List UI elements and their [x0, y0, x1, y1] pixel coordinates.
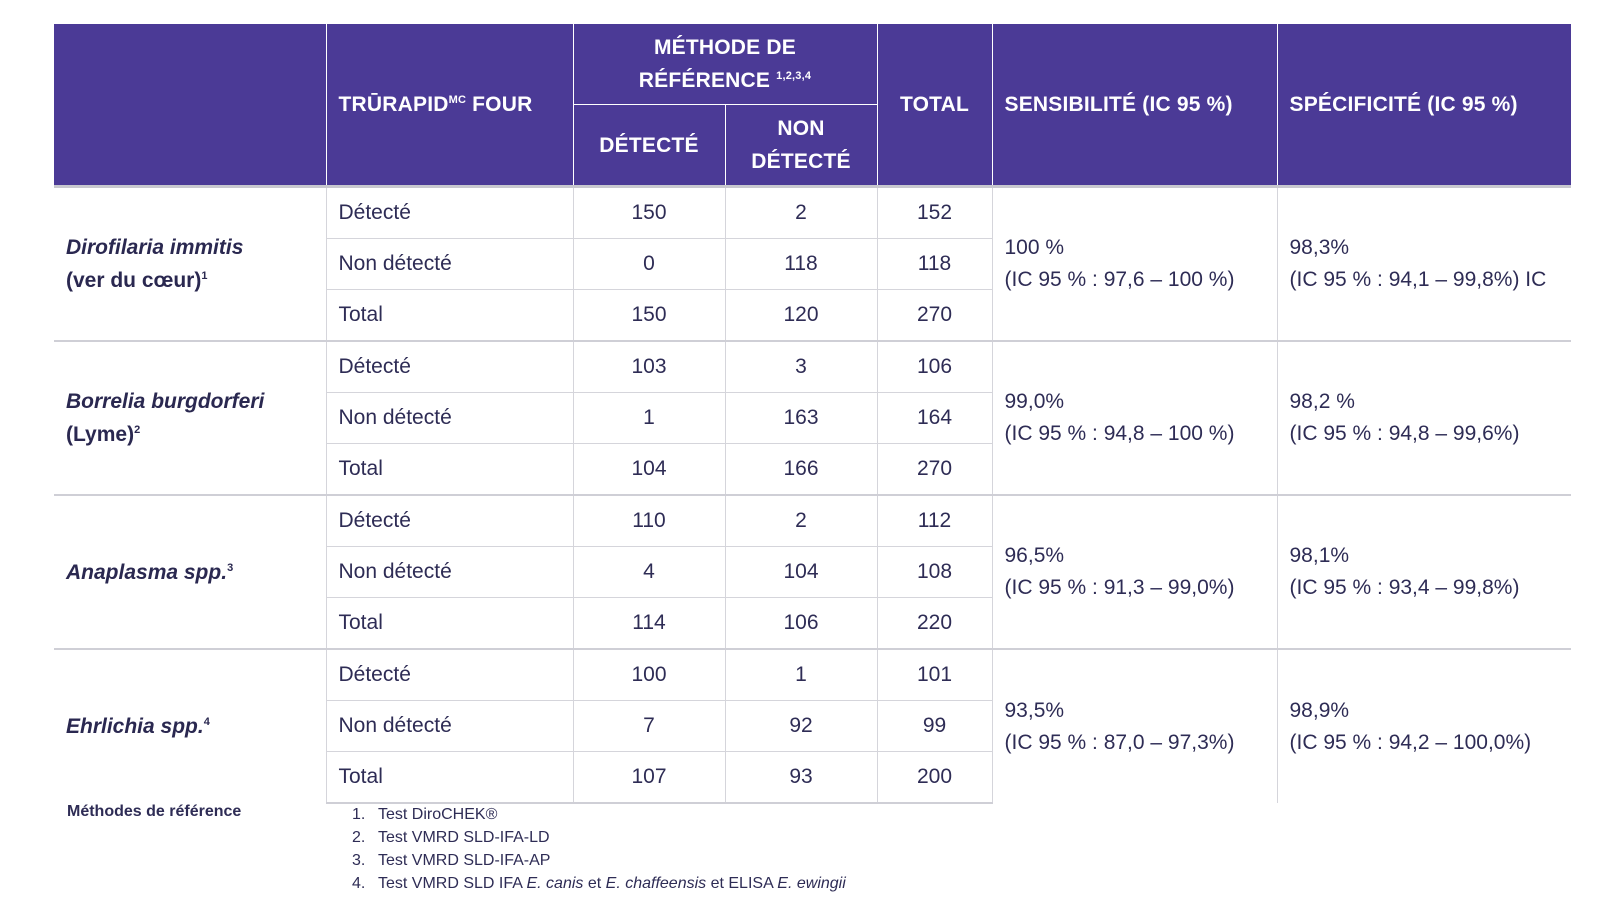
specificity-cell	[1277, 649, 1571, 803]
footnotes-title: Méthodes de référence	[67, 803, 242, 820]
sensitivity-cell	[992, 341, 1277, 495]
organism-name: Ehrlichia spp.	[66, 715, 204, 738]
table-row	[54, 341, 1571, 393]
not-detected-value: 120	[725, 290, 877, 342]
footnote-number: 2.	[352, 829, 366, 846]
footnote-species: E. chaffeensis	[605, 875, 707, 892]
sensitivity-value: 100 %	[1004, 236, 1065, 259]
footnote-text: Test VMRD SLD-IFA-AP	[378, 852, 551, 869]
footnote-text: et ELISA	[706, 875, 778, 892]
footnote-number: 4.	[352, 875, 366, 892]
sensitivity-ci: (IC 95 % : 94,8 – 100 %)	[1004, 422, 1235, 445]
sensitivity-cell	[992, 649, 1277, 803]
results-table	[54, 24, 1571, 804]
organism-ref: 1	[201, 270, 208, 282]
result-label: Total	[326, 290, 573, 342]
footnote-item	[352, 849, 846, 872]
organism-cell	[54, 495, 326, 649]
specificity-ci: (IC 95 % : 94,2 – 100,0%)	[1289, 730, 1532, 754]
table-row	[54, 187, 1571, 239]
footnote-number: 3.	[352, 852, 366, 869]
not-detected-value: 1	[725, 649, 877, 701]
not-detected-value: 3	[725, 341, 877, 393]
total-value: 108	[877, 547, 992, 598]
sensitivity-value: 96,5%	[1004, 544, 1065, 567]
organism-ref: 3	[227, 561, 234, 574]
total-value: 118	[877, 239, 992, 290]
specificity-ci: (IC 95 % : 94,1 – 99,8%) IC	[1289, 268, 1547, 291]
detected-value: 114	[573, 598, 725, 650]
total-value: 270	[877, 444, 992, 496]
sensitivity-value: 99,0%	[1004, 390, 1065, 413]
organism-ref: 2	[134, 424, 141, 436]
not-detected-value: 104	[725, 547, 877, 598]
not-detected-value: 166	[725, 444, 877, 496]
result-label: Total	[326, 598, 573, 650]
footnote-text: Test VMRD SLD-IFA-LD	[378, 829, 550, 846]
detected-value: 7	[573, 701, 725, 752]
organism-name: Anaplasma spp.	[66, 560, 228, 584]
specificity-cell	[1277, 341, 1571, 495]
result-label: Détecté	[326, 495, 573, 547]
not-detected-value: 106	[725, 598, 877, 650]
header-total: TOTAL	[877, 24, 992, 187]
footnote-item	[352, 872, 846, 895]
result-label: Non détecté	[326, 547, 573, 598]
specificity-value: 98,1%	[1289, 544, 1350, 567]
header-sensitivity: SENSIBILITÉ (IC 95 %)	[992, 24, 1277, 187]
result-label: Détecté	[326, 649, 573, 701]
organism-ref: 4	[203, 716, 210, 728]
result-label: Total	[326, 444, 573, 496]
not-detected-value: 118	[725, 239, 877, 290]
specificity-cell	[1277, 187, 1571, 342]
total-value: 200	[877, 752, 992, 804]
not-detected-value: 2	[725, 495, 877, 547]
footnote-text: Test VMRD SLD IFA	[378, 875, 527, 892]
detected-value: 110	[573, 495, 725, 547]
sensitivity-cell	[992, 495, 1277, 649]
specificity-ci: (IC 95 % : 94,8 – 99,6%)	[1289, 422, 1520, 445]
sensitivity-value: 93,5%	[1004, 698, 1065, 722]
detected-value: 107	[573, 752, 725, 804]
header-blank-cell	[54, 24, 326, 187]
result-label: Non détecté	[326, 701, 573, 752]
table-body	[54, 187, 1571, 804]
header-reference-method: MÉTHODE DE RÉFÉRENCE $^{1,2,3,4}$	[573, 24, 877, 105]
detected-value: 103	[573, 341, 725, 393]
not-detected-value: 163	[725, 393, 877, 444]
detected-value: 150	[573, 290, 725, 342]
organism-name: Dirofilaria immitis	[66, 236, 244, 259]
total-value: 99	[877, 701, 992, 752]
total-value: 106	[877, 341, 992, 393]
table-row	[54, 495, 1571, 547]
result-label: Détecté	[326, 187, 573, 239]
result-label: Total	[326, 752, 573, 804]
specificity-ci: (IC 95 % : 93,4 – 99,8%)	[1289, 576, 1520, 599]
total-value: 112	[877, 495, 992, 547]
table-header	[54, 24, 1571, 187]
detected-value: 4	[573, 547, 725, 598]
sensitivity-cell	[992, 187, 1277, 342]
result-label: Non détecté	[326, 239, 573, 290]
detected-value: 1	[573, 393, 725, 444]
total-value: 101	[877, 649, 992, 701]
footnote-item	[352, 826, 846, 849]
footnote-species: E. ewingii	[777, 875, 846, 892]
specificity-value: 98,2 %	[1289, 390, 1355, 413]
not-detected-value: 92	[725, 701, 877, 752]
organism-common-name: (ver du cœur)	[66, 269, 202, 292]
not-detected-value: 93	[725, 752, 877, 804]
detected-value: 100	[573, 649, 725, 701]
detected-value: 104	[573, 444, 725, 496]
table-row	[54, 649, 1571, 701]
specificity-value: 98,9%	[1289, 698, 1350, 722]
organism-cell	[54, 341, 326, 495]
total-value: 270	[877, 290, 992, 342]
organism-name: Borrelia burgdorferi	[66, 390, 265, 413]
footnote-text: et	[583, 875, 606, 892]
sensitivity-ci: (IC 95 % : 87,0 – 97,3%)	[1004, 730, 1235, 754]
header-not-detected: NON DÉTECTÉ	[725, 105, 877, 187]
organism-cell	[54, 187, 326, 342]
header-product: $TRŪRAPID^{MC}$ FOUR	[326, 24, 573, 187]
footnote-species: E. canis	[526, 875, 584, 892]
specificity-cell	[1277, 495, 1571, 649]
result-label: Non détecté	[326, 393, 573, 444]
total-value: 164	[877, 393, 992, 444]
sensitivity-ci: (IC 95 % : 97,6 – 100 %)	[1004, 268, 1235, 291]
header-specificity: SPÉCIFICITÉ (IC 95 %)	[1277, 24, 1571, 187]
total-value: 152	[877, 187, 992, 239]
organism-cell	[54, 649, 326, 803]
not-detected-value: 2	[725, 187, 877, 239]
detected-value: 150	[573, 187, 725, 239]
header-detected: DÉTECTÉ	[573, 105, 725, 187]
specificity-value: 98,3%	[1289, 236, 1350, 259]
organism-common-name: (Lyme)	[66, 423, 135, 446]
detected-value: 0	[573, 239, 725, 290]
footnote-item	[352, 803, 846, 826]
footnote-number: 1.	[352, 806, 366, 823]
footnotes-list	[352, 803, 846, 895]
result-label: Détecté	[326, 341, 573, 393]
sensitivity-ci: (IC 95 % : 91,3 – 99,0%)	[1004, 576, 1235, 599]
footnote-text: Test DiroCHEK®	[378, 806, 498, 823]
total-value: 220	[877, 598, 992, 650]
